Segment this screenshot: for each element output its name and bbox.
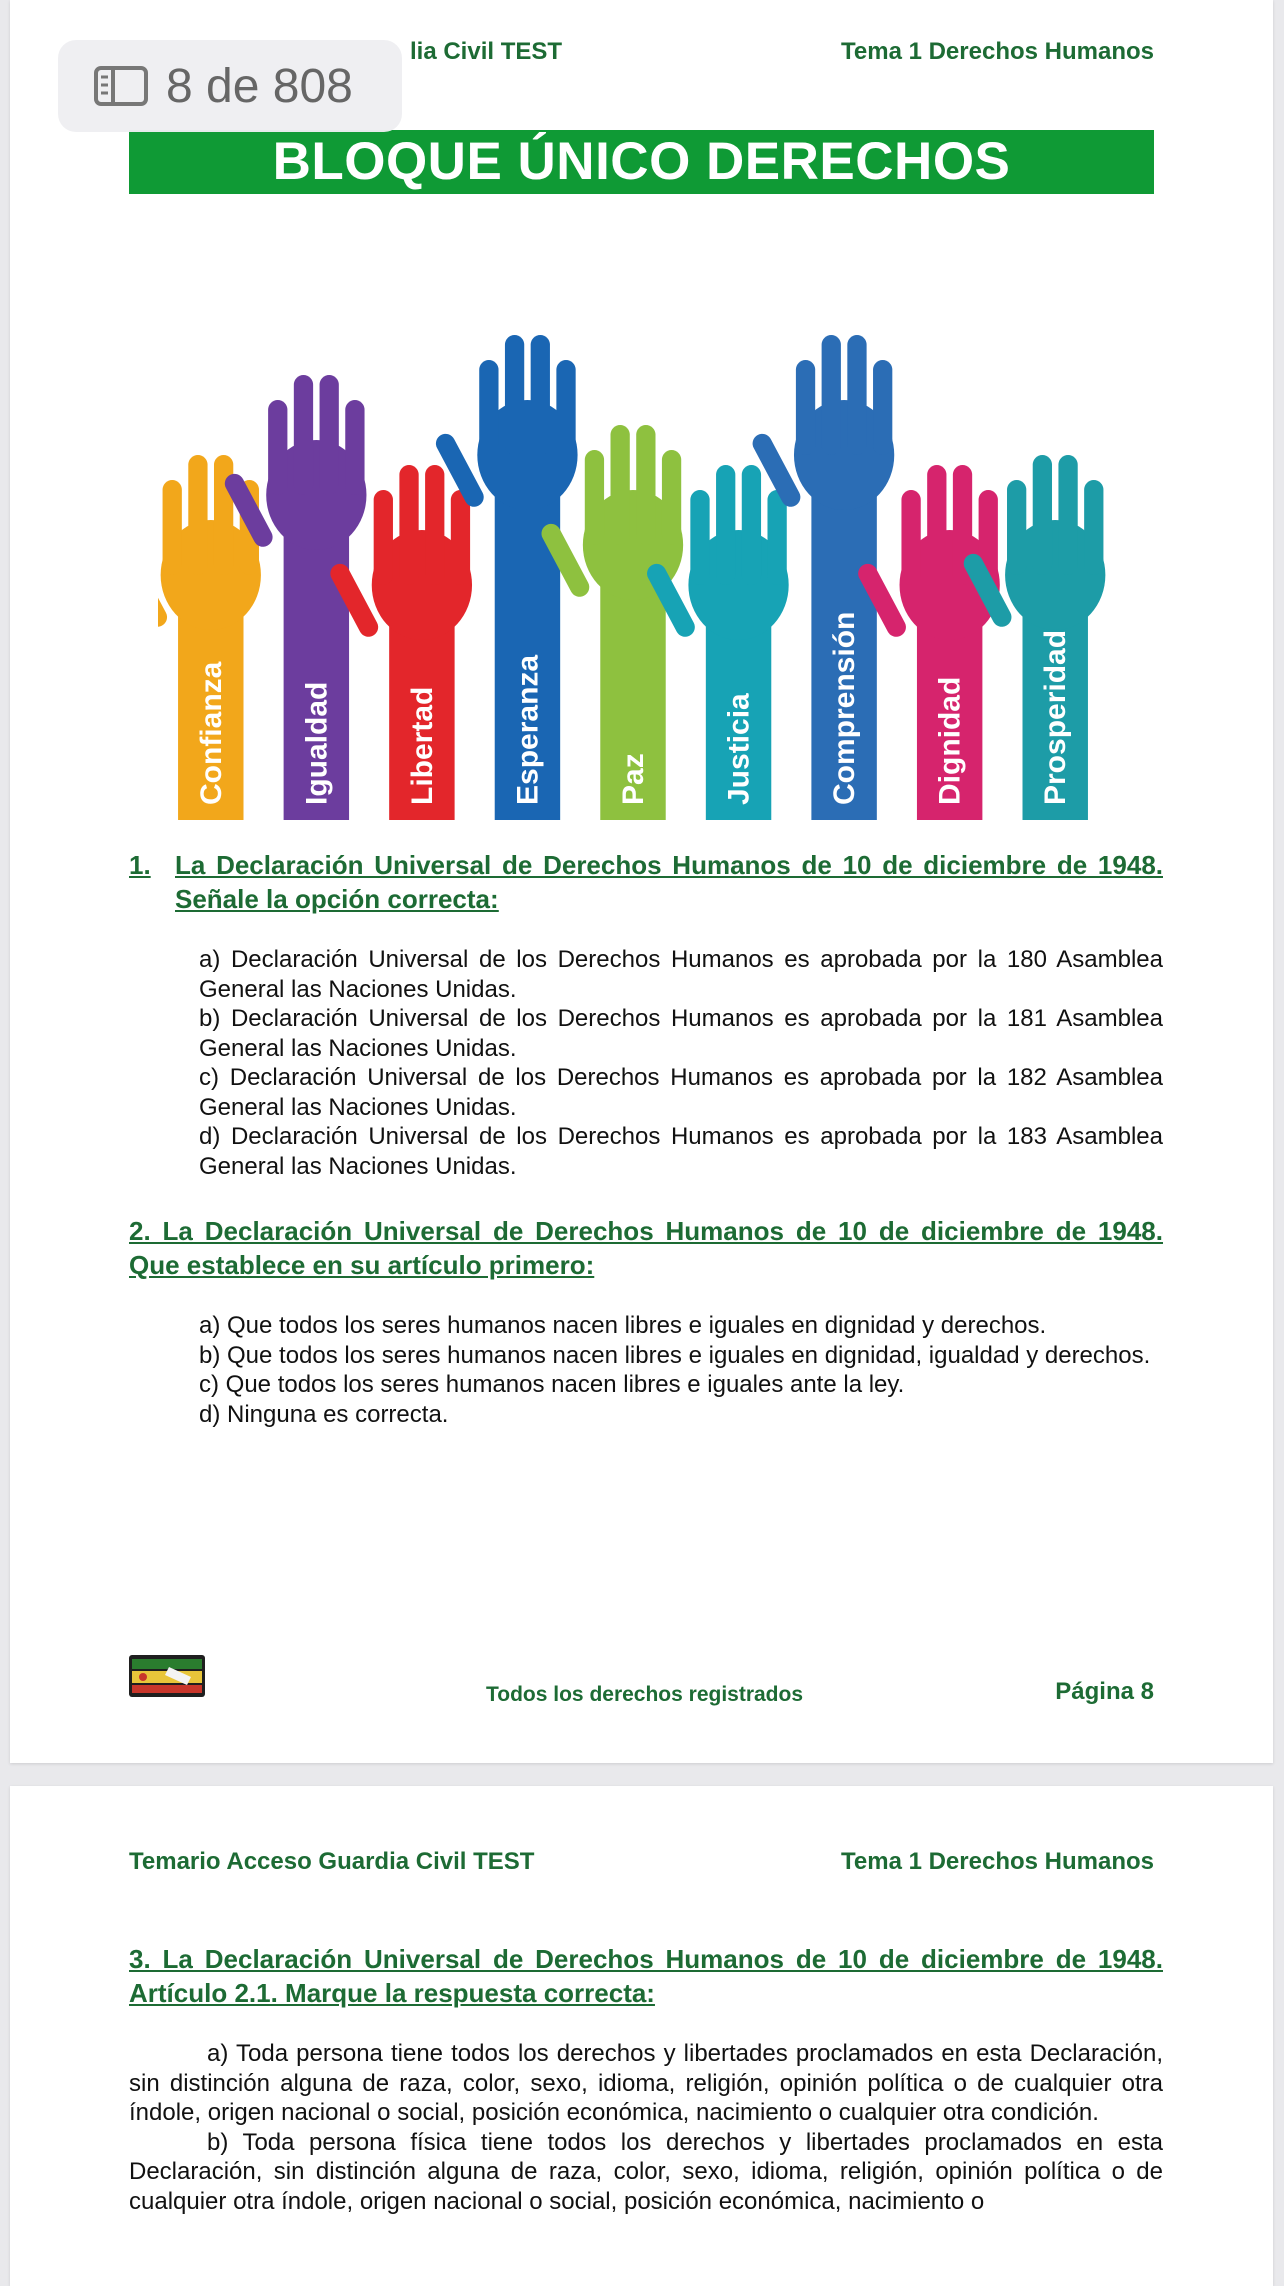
question-3-options xyxy=(129,2039,1163,2216)
option-c: c) Que todos los seres humanos nacen libres e iguales ante la ley. xyxy=(199,1371,905,1398)
hand-label: Igualdad xyxy=(300,681,334,805)
hand-label: Justicia xyxy=(722,693,756,805)
sidebar-toggle-icon[interactable] xyxy=(94,66,148,106)
hand-label: Libertad xyxy=(405,686,439,805)
footer-page-number: Página 8 xyxy=(1055,1678,1154,1705)
option-a: a) Toda persona tiene todos los derechos y libertades proclamados en esta Declaración, sin distinción alguna de raza, color, sexo, idioma, religión, opinión política o de cualquier otra índole, origen nacional o social, posición económica, nacimiento o cualquier otra condición. xyxy=(129,2040,1163,2126)
document-page-9 xyxy=(10,1786,1273,2286)
publisher-logo xyxy=(129,1655,205,1697)
question-1-title xyxy=(129,848,1163,916)
page-indicator[interactable] xyxy=(58,40,402,132)
page-indicator-text: 8 de 808 xyxy=(166,59,353,113)
header-left-title: Temario Acceso Guardia Civil TEST xyxy=(129,1848,535,1875)
section-banner: BLOQUE ÚNICO DERECHOS HUMANOS xyxy=(129,130,1154,194)
hand-label: Comprensión xyxy=(828,611,862,805)
hand-label: Dignidad xyxy=(933,676,967,805)
document-page-8 xyxy=(10,0,1273,1763)
question-2-options xyxy=(199,1311,1163,1429)
header-right-title: Tema 1 Derechos Humanos xyxy=(841,38,1154,65)
option-a: a) Declaración Universal de los Derechos Humanos es aprobada por la 180 Asamblea General las Naciones Unidas. xyxy=(199,946,1163,1003)
hand-label: Paz xyxy=(617,753,650,805)
option-d: d) Ninguna es correcta. xyxy=(199,1400,449,1428)
option-d: d) Declaración Universal de los Derechos Humanos es aprobada por la 183 Asamblea General las Naciones Unidas. xyxy=(199,1123,1163,1180)
header-right-title: Tema 1 Derechos Humanos xyxy=(841,1848,1154,1875)
question-1-options xyxy=(199,945,1163,1181)
hand-label: Confianza xyxy=(194,661,228,805)
option-b: b) Que todos los seres humanos nacen libres e iguales en dignidad, igualdad y derechos. xyxy=(199,1341,1151,1369)
header-left-title: lia Civil TEST xyxy=(410,38,563,65)
option-b: b) Declaración Universal de los Derechos Humanos es aprobada por la 181 Asamblea General las Naciones Unidas. xyxy=(199,1005,1163,1062)
hand-label: Esperanza xyxy=(511,654,545,805)
question-1-number: 1. xyxy=(129,850,151,880)
raised-hands-image xyxy=(158,285,1108,820)
question-3-title: 3. La Declaración Universal de Derechos Humanos de 10 de diciembre de 1948. Artículo 2.1. Marque la respuesta correcta: xyxy=(129,1944,1163,2008)
option-b: b) Toda persona física tiene todos los derechos y libertades proclamados en esta Declaración, sin distinción alguna de raza, color, sexo, idioma, religión, opinión política o de cualquier otra índole, origen nacional o social, posición económica, nacimiento o xyxy=(129,2128,1163,2215)
question-2-title: 2. La Declaración Universal de Derechos Humanos de 10 de diciembre de 1948. Que establece en su artículo primero: xyxy=(129,1216,1163,1280)
hand-label: Prosperidad xyxy=(1039,629,1073,805)
option-c: c) Declaración Universal de los Derechos Humanos es aprobada por la 182 Asamblea General las Naciones Unidas. xyxy=(199,1064,1163,1121)
footer-copyright: Todos los derechos registrados xyxy=(486,1683,804,1706)
question-1-text: La Declaración Universal de Derechos Humanos de 10 de diciembre de 1948. Señale la opción correcta: xyxy=(175,850,1163,914)
option-a: a) Que todos los seres humanos nacen libres e iguales en dignidad y derechos. xyxy=(199,1312,1047,1339)
